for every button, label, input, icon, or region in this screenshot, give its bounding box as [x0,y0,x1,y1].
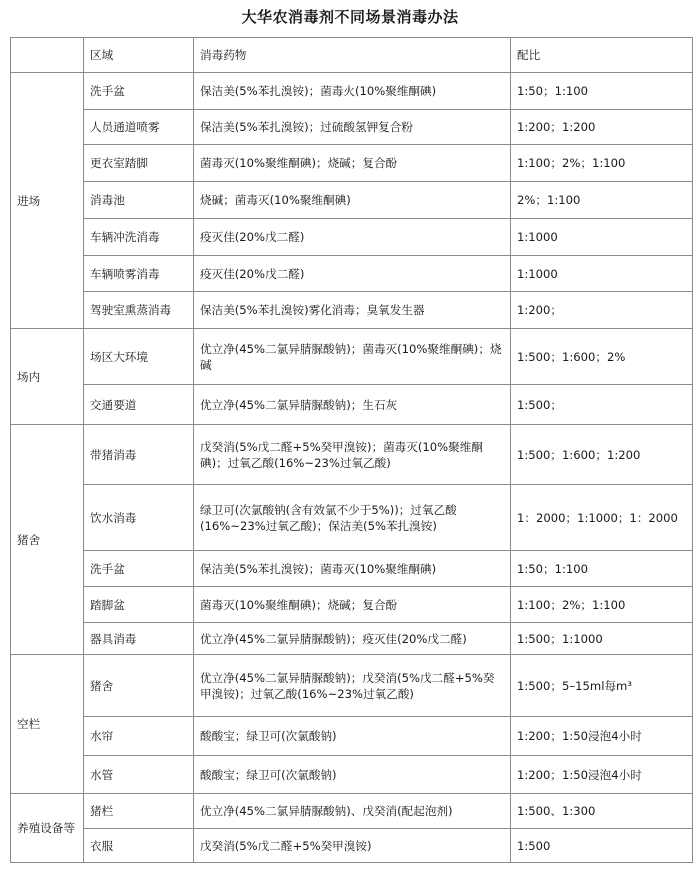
area-cell: 养殖设备等 [11,794,84,863]
scene-cell: 驾驶室熏蒸消毒 [84,292,194,329]
ratio-cell: 1:500；1:600；2% [511,329,693,385]
scene-cell: 消毒池 [84,182,194,219]
drug-cell: 保洁美(5%苯扎溴铵)；菌毒灭(10%聚维酮碘) [194,551,511,587]
drug-cell: 优立净(45%二氯异腈脲酸钠)；戊癸消(5%戊二醛+5%癸甲溴铵)；过氧乙酸(16%~23%过氧乙酸) [194,655,511,717]
table-row [11,485,693,551]
drug-cell: 戊癸消(5%戊二醛+5%癸甲溴铵) [194,829,511,863]
table-row [11,587,693,623]
table-row [11,145,693,182]
ratio-cell: 1:500 [511,829,693,863]
table-row [11,655,693,717]
table-row [11,256,693,292]
drug-cell: 绿卫可(次氯酸钠(含有效氯不少于5%))；过氧乙酸(16%~23%过氧乙酸)；保洁美(5%苯扎溴铵) [194,485,511,551]
scene-cell: 水帘 [84,717,194,756]
area-cell: 场内 [11,329,84,425]
drug-cell: 疫灭佳(20%戊二醛) [194,219,511,256]
scene-cell: 猪舍 [84,655,194,717]
ratio-cell: 1:500、1:300 [511,794,693,829]
scene-cell: 车辆喷雾消毒 [84,256,194,292]
scene-cell: 洗手盆 [84,551,194,587]
table-row [11,385,693,425]
ratio-cell: 1:100；2%；1:100 [511,145,693,182]
ratio-cell: 1:200； [511,292,693,329]
ratio-cell: 1:50；1:100 [511,551,693,587]
scene-cell: 水管 [84,756,194,794]
area-cell: 进场 [11,73,84,329]
header-area: 区域 [84,38,194,73]
scene-cell: 饮水消毒 [84,485,194,551]
drug-cell: 烧碱；菌毒灭(10%聚维酮碘) [194,182,511,219]
ratio-cell: 1:200；1:200 [511,110,693,145]
drug-cell: 酸酸宝；绿卫可(次氯酸钠) [194,756,511,794]
table-row [11,551,693,587]
ratio-cell: 1:200；1:50浸泡4小时 [511,756,693,794]
scene-cell: 车辆冲洗消毒 [84,219,194,256]
table-row [11,292,693,329]
table-row [11,794,693,829]
drug-cell: 优立净(45%二氯异腈脲酸钠)；生石灰 [194,385,511,425]
ratio-cell: 2%；1:100 [511,182,693,219]
drug-cell: 保洁美(5%苯扎溴铵)；菌毒火(10%聚维酮碘) [194,73,511,110]
drug-cell: 戊癸消(5%戊二醛+5%癸甲溴铵)；菌毒灭(10%聚维酮碘)；过氧乙酸(16%~23%过氧乙酸) [194,425,511,485]
ratio-cell: 1:500；1:600；1:200 [511,425,693,485]
ratio-cell: 1:1000 [511,219,693,256]
scene-cell: 器具消毒 [84,623,194,655]
drug-cell: 优立净(45%二氯异腈脲酸钠)；菌毒灭(10%聚维酮碘)；烧碱 [194,329,511,385]
ratio-cell: 1：2000；1:1000；1：2000 [511,485,693,551]
ratio-cell: 1:100；2%；1:100 [511,587,693,623]
drug-cell: 酸酸宝；绿卫可(次氯酸钠) [194,717,511,756]
ratio-cell: 1:1000 [511,256,693,292]
ratio-cell: 1:200；1:50浸泡4小时 [511,717,693,756]
table-row [11,182,693,219]
drug-cell: 疫灭佳(20%戊二醛) [194,256,511,292]
ratio-cell: 1:500； [511,385,693,425]
table-row [11,219,693,256]
area-cell: 猪舍 [11,425,84,655]
table-row [11,110,693,145]
table-row [11,623,693,655]
drug-cell: 保洁美(5%苯扎溴铵)；过硫酸氢钾复合粉 [194,110,511,145]
table-row [11,73,693,110]
drug-cell: 优立净(45%二氯异腈脲酸钠)；疫灭佳(20%戊二醛) [194,623,511,655]
drug-cell: 菌毒灭(10%聚维酮碘)；烧碱；复合酚 [194,587,511,623]
ratio-cell: 1:500；5–15ml每m³ [511,655,693,717]
area-cell: 空栏 [11,655,84,794]
page-title: 大华农消毒剂不同场景消毒办法 [241,8,459,26]
header-drug: 消毒药物 [194,38,511,73]
ratio-cell: 1:50；1:100 [511,73,693,110]
scene-cell: 更衣室踏脚 [84,145,194,182]
table-row [11,329,693,385]
ratio-cell: 1:500；1:1000 [511,623,693,655]
disinfection-table [10,37,693,863]
scene-cell: 人员通道喷雾 [84,110,194,145]
table-row [11,829,693,863]
scene-cell: 猪栏 [84,794,194,829]
header-ratio: 配比 [511,38,693,73]
scene-cell: 衣服 [84,829,194,863]
table-body [11,73,693,863]
scene-cell: 场区大环境 [84,329,194,385]
drug-cell: 菌毒灭(10%聚维酮碘)；烧碱；复合酚 [194,145,511,182]
header-blank [11,38,84,73]
table-row [11,425,693,485]
scene-cell: 踏脚盆 [84,587,194,623]
table-row [11,756,693,794]
drug-cell: 优立净(45%二氯异腈脲酸钠)、戊癸消(配起泡剂) [194,794,511,829]
scene-cell: 带猪消毒 [84,425,194,485]
table-row [11,717,693,756]
table-header-row [11,38,693,73]
drug-cell: 保洁美(5%苯扎溴铵)雾化消毒；臭氧发生器 [194,292,511,329]
scene-cell: 交通要道 [84,385,194,425]
scene-cell: 洗手盆 [84,73,194,110]
